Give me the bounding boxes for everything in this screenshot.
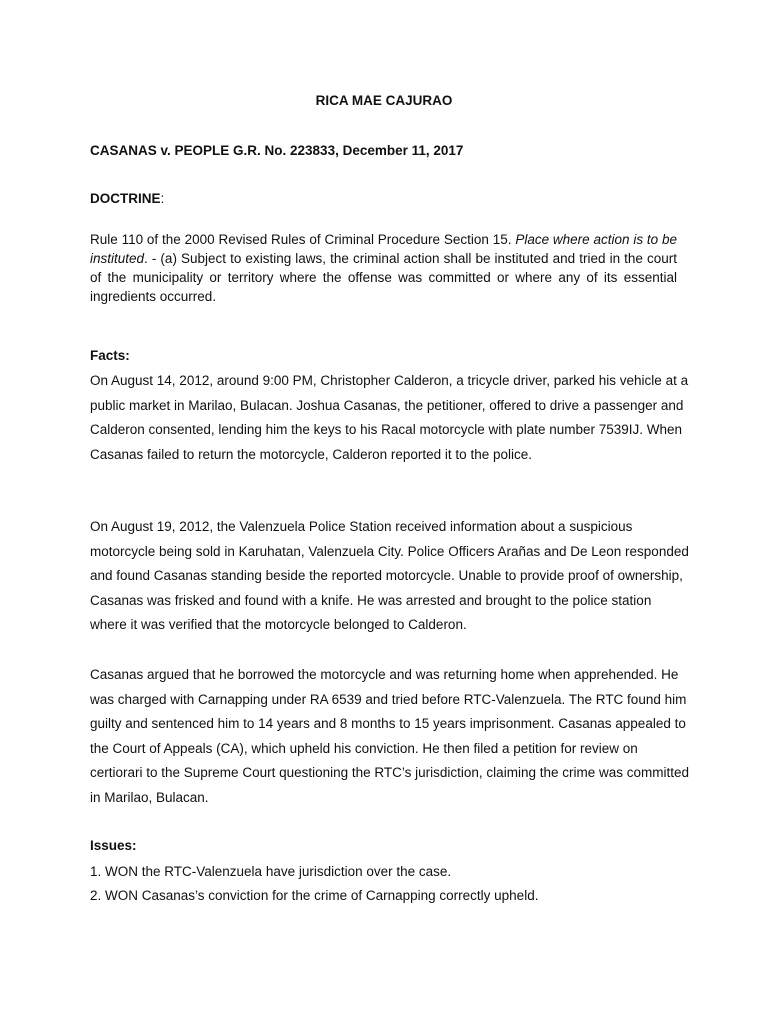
issue-item: 2. WON Casanas’s conviction for the crime of Carnapping correctly upheld. bbox=[90, 888, 539, 903]
doctrine-heading-label: DOCTRINE bbox=[90, 191, 161, 206]
author-name: RICA MAE CAJURAO bbox=[315, 93, 453, 108]
doctrine-rule-rest: . - (a) Subject to existing laws, the criminal action shall be instituted and tried in the court of the municipality or territory where the offense was committed or where any of its essential ingredients occurred. bbox=[90, 251, 677, 304]
facts-paragraph: Casanas argued that he borrowed the motorcycle and was returning home when apprehended. He was charged with Carnapping under RA 6539 and tried before RTC-Valenzuela. The RTC found him guilty and sentenced him to 14 years and 8 months to 15 years imprisonment. Casanas appealed to the Court of Appeals (CA), which upheld his conviction. He then filed a petition for review on certiorari to the Supreme Court questioning the RTC’s jurisdiction, claiming the crime was committed in Marilao, Bulacan. bbox=[90, 667, 689, 805]
doctrine-heading bbox=[90, 191, 164, 207]
doctrine-heading-colon: : bbox=[160, 191, 165, 206]
case-title: CASANAS v. PEOPLE G.R. No. 223833, December 11, 2017 bbox=[90, 143, 464, 158]
facts-paragraph: On August 14, 2012, around 9:00 PM, Christopher Calderon, a tricycle driver, parked his vehicle at a public market in Marilao, Bulacan. Joshua Casanas, the petitioner, offered to drive a passenger and Calderon consented, lending him the keys to his Racal motorcycle with plate number 7539IJ. When Casanas failed to return the motorcycle, Calderon reported it to the police. bbox=[90, 373, 689, 462]
doctrine-rule-italic: Place where action is to be instituted bbox=[90, 232, 677, 266]
facts-paragraph: On August 19, 2012, the Valenzuela Police Station received information about a suspicious motorcycle being sold in Karuhatan, Valenzuela City. Police Officers Arañas and De Leon responded and found Casanas standing beside the reported motorcycle. Unable to provide proof of ownership, Casanas was frisked and found with a knife. He was arrested and brought to the police station where it was verified that the motorcycle belonged to Calderon. bbox=[90, 519, 689, 632]
doctrine-rule-text: Rule 110 of the 2000 Revised Rules of Criminal Procedure Section 15. bbox=[90, 232, 516, 247]
facts-heading: Facts: bbox=[90, 348, 130, 363]
issues-heading: Issues: bbox=[90, 838, 137, 853]
issue-item: 1. WON the RTC-Valenzuela have jurisdiction over the case. bbox=[90, 864, 452, 879]
doctrine-body bbox=[90, 230, 677, 306]
